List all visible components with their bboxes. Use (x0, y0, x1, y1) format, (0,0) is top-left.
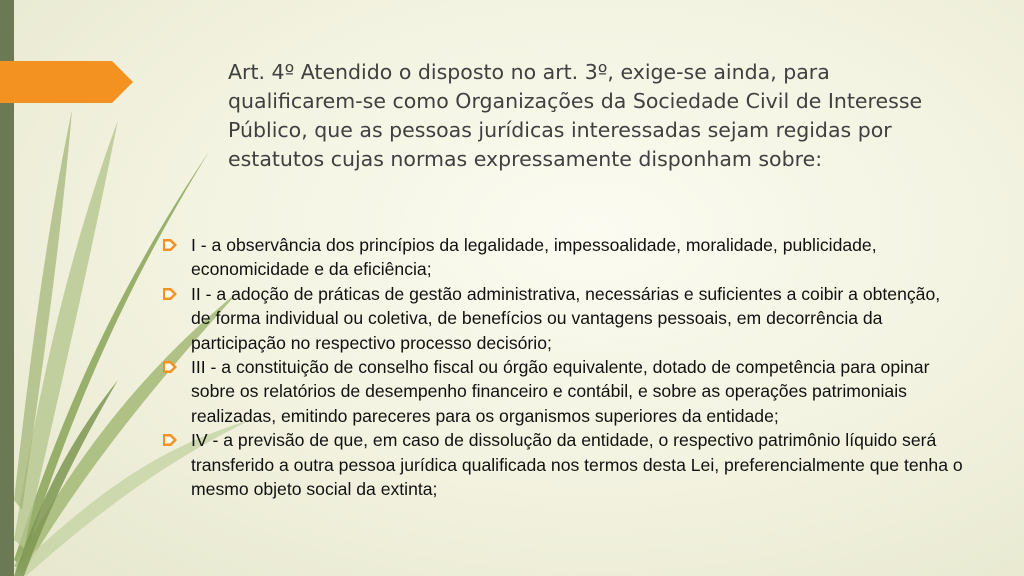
right-arrow-icon (163, 361, 177, 373)
bullet-text: IV - a previsão de que, em caso de dissolução da entidade, o respectivo patrimônio líquido será transferido a outra pessoa jurídica qualificada nos termos desta Lei, preferencialmente que tenha o mesmo objeto social da extinta; (191, 430, 963, 500)
orange-arrow-icon (0, 61, 133, 103)
bullet-text: I - a observância dos princípios da legalidade, impessoalidade, moralidade, publicidade, economicidade e da eficiência; (191, 235, 877, 280)
slide-title: Art. 4º Atendido o disposto no art. 3º, exige-se ainda, para qualificarem-se como Organizações da Sociedade Civil de Interesse Público, que as pessoas jurídicas interessadas sejam regidas por estatutos cujas normas expressamente disponham sobre: (228, 60, 923, 171)
right-arrow-icon (163, 239, 177, 251)
right-arrow-icon (163, 288, 177, 300)
right-arrow-icon (163, 434, 177, 446)
bullet-text: III - a constituição de conselho fiscal ou órgão equivalente, dotado de competência para opinar sobre os relatórios de desempenho financeiro e contábil, e sobre as operações patrimoniais realizadas, emitindo pareceres para os organismos superiores da entidade; (191, 357, 930, 426)
bullet-text: II - a adoção de práticas de gestão administrativa, necessárias e suficientes a coibir a obtenção, de forma individual ou coletiva, de benefícios ou vantagens pessoais, em decorrência da participação no respectivo processo decisório; (191, 283, 941, 353)
bullet-list (163, 233, 963, 501)
bullet-item (163, 428, 963, 501)
bullet-item (163, 355, 963, 428)
bullet-item (163, 282, 963, 355)
bullet-item (163, 233, 963, 282)
